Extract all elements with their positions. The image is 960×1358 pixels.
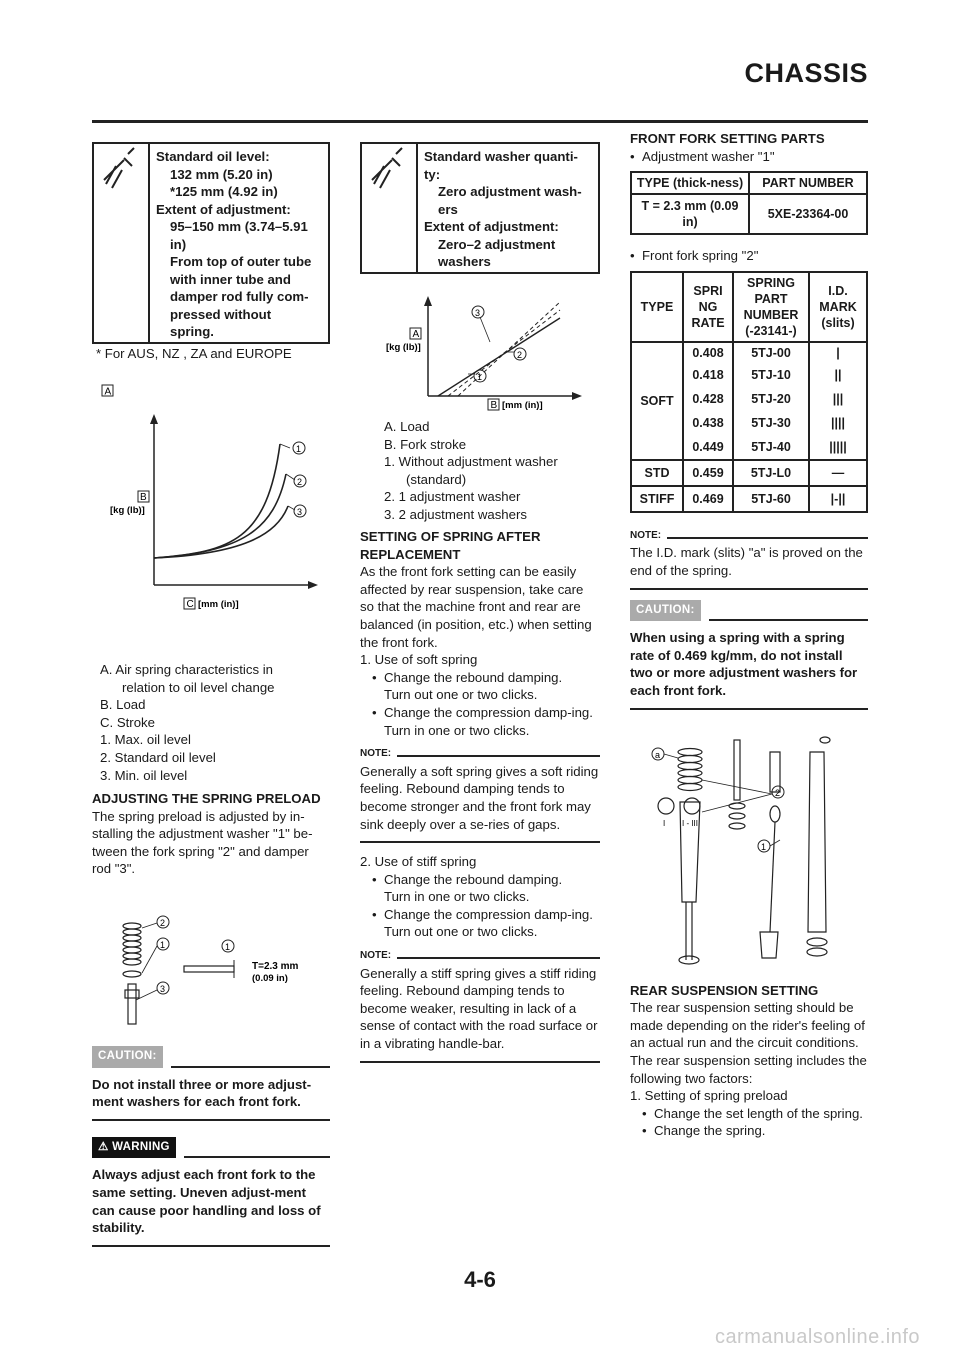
table-header: TYPE (thick-ness) (631, 172, 749, 194)
note-label: NOTE: (630, 529, 662, 541)
bullet: • Change the rebound damping. (372, 871, 600, 889)
table-cell: 5XE-23364-00 (749, 194, 867, 234)
header-rule (92, 120, 868, 123)
bullet: • Change the compression damp-ing. (372, 906, 600, 924)
graph-label-a: A (412, 329, 420, 340)
sub-text: Turn in one or two clicks. (384, 722, 530, 738)
column-1 (92, 142, 330, 1242)
spec-line: damper rod fully com- (170, 289, 309, 304)
graph-unit-c: [mm (in)] (198, 599, 239, 610)
spec-box-washer (360, 142, 600, 274)
fig-marker-a: a (655, 749, 661, 760)
section-heading: FRONT FORK SETTING PARTS (630, 131, 825, 146)
table-cell: 5TJ-20 (733, 387, 809, 411)
table-cell: 0.449 (683, 435, 733, 460)
page-number: 4-6 (464, 1267, 496, 1292)
table-cell: 5TJ-10 (733, 363, 809, 387)
spec-line: Zero–2 adjustment (438, 236, 556, 252)
table-cell: ||||| (809, 435, 867, 460)
graph-marker-3: 3 (475, 308, 481, 318)
sub-text: Turn out one or two clicks. (384, 687, 538, 703)
bullet: • Adjustment washer "1" (630, 148, 868, 166)
table-cell: 0.438 (683, 411, 733, 435)
table-cell: ||| (809, 387, 867, 411)
spec-line: From top of outer tube (170, 254, 312, 269)
graph-marker-2: 2 (517, 350, 523, 360)
spec-line: Extent of adjustment: (424, 219, 559, 234)
legend-item: 2. Standard oil level (100, 749, 216, 765)
step-1: 1. Setting of spring preload (630, 1088, 788, 1104)
table-cell: STD (631, 460, 683, 486)
bullet: • Change the rebound damping. (372, 669, 600, 687)
washer-figure (92, 904, 330, 1034)
wrench-icon (362, 144, 418, 272)
column-3 (630, 130, 868, 1240)
spec-line: 95–150 mm (3.74–5.91 (170, 219, 308, 234)
spec-line: Extent of adjustment: (156, 201, 291, 217)
warning-icon: ⚠ (98, 1140, 113, 1153)
table-cell: 0.469 (683, 486, 733, 512)
footnote: * For AUS, NZ , ZA and EUROPE (96, 346, 292, 361)
table-header: I.D. MARK (slits) (809, 272, 867, 342)
fig-marker-1: 1 (761, 841, 767, 852)
table-cell: — (809, 460, 867, 486)
spec-line: *125 mm (4.92 in) (170, 184, 278, 199)
legend-item: relation to oil level change (122, 679, 275, 695)
legend-item: A. Air spring characteristics in (100, 662, 273, 677)
spring-table (630, 271, 868, 513)
table-header: SPRING PART NUMBER (-23141-) (733, 272, 809, 342)
graph-legend (384, 418, 600, 524)
fig-marker-1: 1 (160, 940, 166, 950)
legend-item: C. Stroke (100, 714, 155, 730)
table-header: TYPE (631, 272, 683, 342)
caution-badge: CAUTION: (630, 600, 701, 622)
caution-badge: CAUTION: (92, 1046, 163, 1068)
legend-item: 3. Min. oil level (100, 767, 188, 783)
table-cell: 0.428 (683, 387, 733, 411)
graph-unit-b: [kg (lb)] (110, 505, 145, 516)
table-cell: 5TJ-60 (733, 486, 809, 512)
legend-item: B. Fork stroke (384, 436, 467, 452)
table-cell: 5TJ-40 (733, 435, 809, 460)
page-title: CHASSIS (744, 58, 868, 88)
table-cell: || (809, 363, 867, 387)
table-header: SPRI NG RATE (683, 272, 733, 342)
warning-text: Always adjust each front fork to the same setting. Uneven adjust-ment can cause poor handling and loss of stability. (92, 1167, 321, 1236)
section-heading: SETTING OF SPRING AFTER REPLACEMENT (360, 529, 541, 562)
note-text: Generally a stiff spring gives a stiff riding feeling. Rebound damping tends to become weaker, resulting in lack of a sense of contact with the road surface or in a vibrating handle-bar. (360, 965, 598, 1052)
paragraph: As the front fork setting can be easily affected by rear suspension, take care so that the machine front and rear are balanced (in position, etc.) when setting the front fork. (360, 564, 592, 650)
legend-item: B. Load (100, 697, 146, 713)
bullet: • Change the spring. (642, 1122, 868, 1140)
paragraph: The rear suspension setting should be made depending on the rider's feeling of an actual run and the circuit conditions. (630, 1000, 865, 1051)
spec-line: with inner tube and (170, 271, 291, 287)
table-cell: |-|| (809, 486, 867, 512)
fig-marker-2: 2 (160, 918, 166, 928)
spec-line: Standard oil level: (156, 149, 270, 164)
table-cell: 0.408 (683, 342, 733, 363)
note-label: NOTE: (360, 950, 392, 962)
table-cell: 5TJ-00 (733, 342, 809, 363)
washer-table (630, 171, 868, 235)
paragraph: The spring preload is adjusted by in-stalling the adjustment washer "1" be-tween the fork spring "2" and damper rod "3". (92, 808, 313, 877)
caution-text: When using a spring with a spring rate of 0.469 kg/mm, do not install two or more adjustment washers for each front fork. (630, 630, 858, 698)
legend-item: A. Load (384, 419, 430, 434)
legend-item: 1. Max. oil level (100, 732, 191, 748)
spec-line: spring. (170, 324, 214, 339)
spec-box-oil-level (92, 142, 330, 344)
legend-item: (standard) (406, 471, 467, 487)
legend-item: 3. 2 adjustment washers (384, 506, 527, 522)
spec-line: Zero adjustment wash- (438, 184, 582, 199)
spec-line: ty: (424, 166, 441, 182)
legend-item: 2. 1 adjustment washer (384, 489, 521, 505)
step-2: 2. Use of stiff spring (360, 854, 477, 870)
sub-text: Turn in one or two clicks. (384, 889, 530, 905)
graph-marker-3: 3 (297, 507, 303, 517)
spec-line: Standard washer quanti- (424, 149, 578, 164)
note-text: The I.D. mark (slits) "a" is proved on the end of the spring. (630, 545, 863, 578)
graph-marker-1: 1 (296, 444, 302, 454)
graph-marker-2: 2 (297, 477, 303, 487)
wrench-icon (94, 144, 150, 342)
table-cell: 0.459 (683, 460, 733, 486)
graph-unit-a: [kg (lb)] (386, 342, 421, 353)
section-heading: ADJUSTING THE SPRING PRELOAD (92, 791, 321, 806)
load-stroke-graph (360, 288, 600, 412)
fig-mark-i-iii: I - III (682, 818, 698, 828)
watermark: carmanualsonline.info (714, 1326, 920, 1348)
bullet: • Change the set length of the spring. (642, 1105, 868, 1123)
caution-text: Do not install three or more adjust-ment washers for each front fork. (92, 1076, 312, 1110)
bullet: • Front fork spring "2" (630, 247, 868, 265)
table-cell: T = 2.3 mm (0.09 in) (631, 194, 749, 234)
section-heading: REAR SUSPENSION SETTING (630, 982, 819, 998)
table-cell: STIFF (631, 486, 683, 512)
dimension-text: T=2.3 mm (252, 961, 299, 972)
sub-text: Turn out one or two clicks. (384, 924, 538, 940)
table-cell: 5TJ-30 (733, 411, 809, 435)
fig-marker-1b: 1 (225, 942, 231, 952)
graph-label-a: A (104, 386, 112, 398)
graph-label-b: B (140, 492, 147, 503)
note-label: NOTE: (360, 748, 392, 760)
spec-line: washers (438, 254, 491, 269)
note-text: Generally a soft spring gives a soft riding feeling. Rebound damping tends to become stronger and the front fork may sink deeply over a se-ries of gaps. (360, 763, 599, 832)
column-2 (360, 142, 600, 1242)
table-cell: 0.418 (683, 363, 733, 387)
table-header: PART NUMBER (749, 172, 867, 194)
spec-line: ers (438, 201, 458, 217)
air-spring-graph (92, 380, 330, 616)
fig-marker-3: 3 (160, 984, 166, 994)
graph-label-c: C (186, 599, 194, 610)
spec-line: pressed without (170, 306, 272, 322)
graph-unit-b: [mm (in)] (502, 400, 543, 411)
spec-line: 132 mm (5.20 in) (170, 166, 273, 182)
graph-legend (100, 661, 330, 784)
warning-badge: ⚠ WARNING (92, 1137, 176, 1159)
dimension-text-in: (0.09 in) (252, 973, 288, 984)
graph-marker-1: 1 (477, 372, 483, 382)
paragraph: The rear suspension setting includes the following two factors: (630, 1052, 867, 1086)
bullet: • Change the compression damp-ing. (372, 704, 600, 722)
legend-item: 1. Without adjustment washer (384, 454, 558, 470)
spec-line: in) (170, 236, 187, 252)
fig-marker-2: 2 (775, 787, 781, 798)
table-cell: SOFT (631, 342, 683, 460)
fig-mark-i: I (663, 818, 666, 828)
table-cell: |||| (809, 411, 867, 435)
table-cell: 5TJ-L0 (733, 460, 809, 486)
front-fork-figure (630, 732, 868, 970)
step-1: 1. Use of soft spring (360, 652, 478, 668)
table-cell: | (809, 342, 867, 363)
graph-label-b: B (490, 400, 498, 411)
